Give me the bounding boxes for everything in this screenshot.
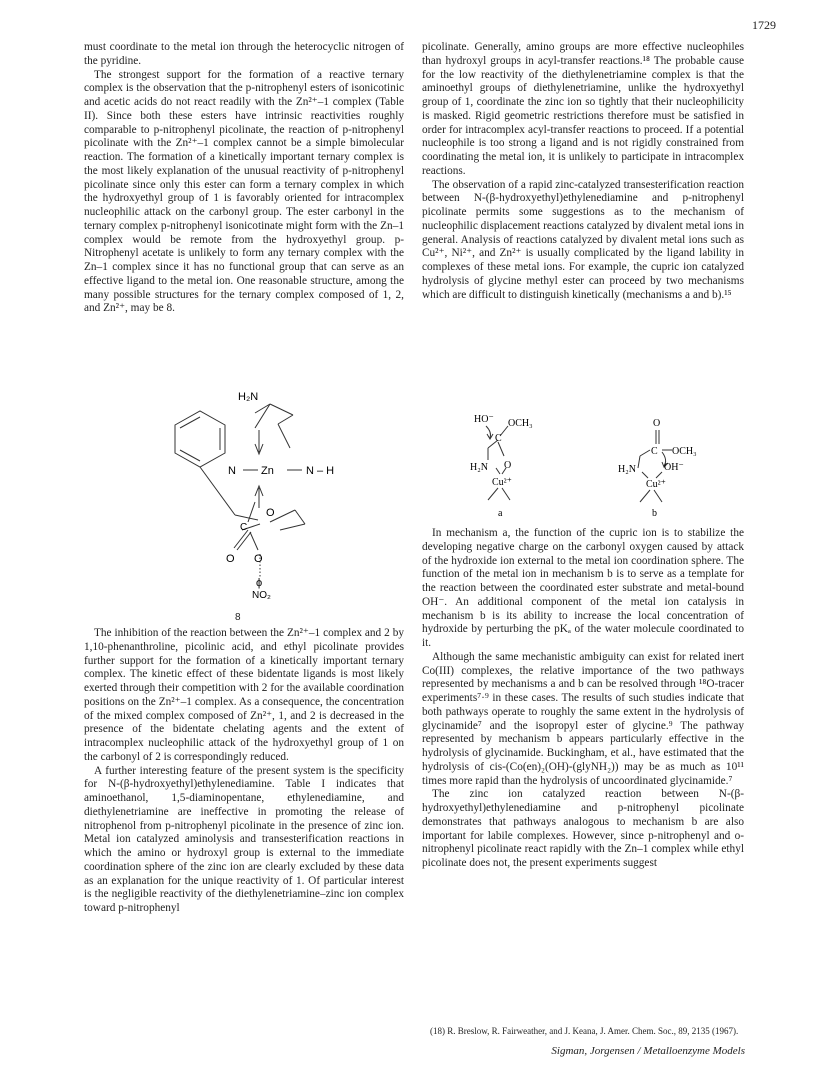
ring-o-label: O bbox=[266, 507, 275, 519]
structure-8-label: 8 bbox=[235, 612, 241, 623]
right-column-top bbox=[422, 41, 744, 302]
carbonyl-c-label: C bbox=[240, 522, 248, 533]
mechanism-b-diagram bbox=[608, 412, 738, 518]
h2n-label: H₂N bbox=[618, 464, 636, 475]
paragraph: In mechanism a, the function of the cupric ion is to stabilize the developing negative charge on the carbonyl oxygen caused by attack of the hydroxide ion external to the metal ion coordination sphere. The function of the metal ion in mechanism b is to serve as a template for the reaction between the coordinated ester substrate and metal-bound OH⁻. An additional component of the metal ion catalysis in mechanism b is its ability to increase the local concentration of hydroxide by perturbing the pKₐ of the water molecule coordinated to it. bbox=[422, 527, 744, 649]
h2n-label: H₂N bbox=[470, 462, 488, 473]
paragraph: Although the same mechanistic ambiguity can exist for related inert Co(III) complexes, the relative importance of the two pathways represented by mechanisms a and b can be resolved through ¹⁸O-tracer experiments⁷·⁹ in these cases. The results of such studies indicate that both pathways operate to roughly the same extent in the hydrolysis of glycinamide⁷ and the isopropyl ester of glycine.⁹ The pathway represented by mechanism b appears particularly effective in the hydrolysis of glycinamide. Buckingham, et al., have estimated that the hydrolysis of cis-(Co(en)₂(OH)-(glyNH₂)) may be as much as 10¹¹ times more rapid than the hydrolysis of uncoordinated glycinamide.⁷ bbox=[422, 650, 744, 787]
h2n-label: H₂N bbox=[238, 391, 259, 403]
zn-label: Zn bbox=[261, 465, 274, 477]
ester-o-label: O bbox=[254, 553, 263, 565]
pyridine-n-label: N bbox=[228, 465, 236, 477]
oxygen-label: O bbox=[504, 460, 512, 471]
och3-label: OCH₃ bbox=[508, 418, 533, 429]
carbon-label: C bbox=[651, 446, 658, 457]
paragraph: picolinate. Generally, amino groups are more effective nucleophiles than hydroxyl groups in acyl-transfer reactions.¹⁸ The probable cause for the low reactivity of the diethylenetriamine complex is that the aminoethyl groups of diethylenetriamine, unlike the hydroxyethyl group of 1, coordinate the zinc ion so tightly that their nucleophilicity is masked. Rigid geometric restrictions therefore must be satisfied in order for intracomplex acyl-transfer reactions to proceed. If a potential nucleophile is too strong a ligand and is not rigidly constrained from coordinating the metal ion, it is unlikely to participate in intracomplex reactions. bbox=[422, 41, 744, 177]
carbonyl-o-label: O bbox=[226, 553, 235, 565]
hydroxide-label: HO⁻ bbox=[474, 414, 494, 425]
no2-label: NO₂ bbox=[252, 590, 271, 600]
carbon-label: C bbox=[495, 433, 502, 444]
paragraph: The observation of a rapid zinc-catalyzed transesterification reaction between N-(β-hydroxyethyl)ethylenediamine and p-nitrophenyl picolinate permits some suggestions as to the mechanism of nucleophilic displacement reactions catalyzed by divalent metal ions in general. Analysis of reactions catalyzed by divalent metal ions such as Cu²⁺, Ni²⁺, and Zn²⁺ is usually complicated by the ligand lability in complexes of these metal ions. For example, the cupric ion catalyzed hydrolysis of glycine methyl ester can proceed by two mechanisms which are difficult to distinguish kinetically (mechanisms a and b).¹⁵ bbox=[422, 178, 744, 301]
footnote: (18) R. Breslow, R. Fairweather, and J. Keana, J. Amer. Chem. Soc., 89, 2135 (1967). bbox=[430, 1026, 739, 1036]
paragraph: The strongest support for the formation of a reactive ternary complex is the observation that the p-nitrophenyl esters of isonicotinic and acetic acids do not react readily with the Zn²⁺–1 complex (Table II). Since both these esters have intrinsic reactivities roughly comparable to p-nitrophenyl picolinate, the reaction of p-nitrophenyl picolinate with the Zn²⁺–1 complex cannot be a simple bimolecular reaction. The formation of a kinetically important ternary complex is the most likely explanation of the unusual reactivity of p-nitrophenyl picolinate since only this ester can form a ternary complex in which the hydroxyethyl group of 1 is favorably oriented for intracomplex nucleophilic attack on the carbonyl group. The ester carbonyl in the ternary complex p-nitrophenyl isonicotinate might form with the Zn–1 complex would be remote from the hydroxyethyl group. p-Nitrophenyl acetate is unlikely to form any ternary complex with the Zn–1 complex since it has no functional group that can serve as an effective ligand to the metal ion. One reasonable structure, among the many possible structures for the ternary complex composed of 1, 2, and Zn²⁺, may be 8. bbox=[84, 68, 404, 315]
left-column-top bbox=[84, 41, 404, 316]
cu-label: Cu²⁺ bbox=[492, 477, 512, 488]
hydroxide-label: OH⁻ bbox=[664, 462, 684, 473]
phi-label: ϕ bbox=[256, 577, 263, 589]
mechanism-a-label: a bbox=[498, 508, 503, 518]
paragraph: A further interesting feature of the present system is the specificity for N-(β-hydroxyethyl)ethylenediamine. Table I indicates that aminoethanol, 1,5-diaminopentane, ethylenediamine, and diethylenetriamine are ineffective in promoting the release of nitrophenol from p-nitrophenyl picolinate in the presence of zinc ion. Metal ion catalyzed aminolysis and transesterification reactions in which the amino or hydroxyl group is external to the immediate coordination sphere of the zinc ion are clearly excluded by these data as an explanation for the unique reactivity of 1. Of particular interest is the negligible reactivity of the diethylenetriamine–zinc ion complex toward p-nitrophenyl bbox=[84, 764, 404, 914]
structure-8-diagram bbox=[130, 340, 380, 600]
carbonyl-o-label: O bbox=[653, 418, 661, 429]
mechanism-b-label: b bbox=[652, 508, 657, 518]
left-column-bottom bbox=[84, 627, 404, 916]
paragraph: The zinc ion catalyzed reaction between N-(β-hydroxyethyl)ethylenediamine and p-nitrophenyl picolinate demonstrates that pathways analogous to mechanism b are also important for labile complexes. However, since p-nitrophenyl and o-nitrophenyl picolinate react rapidly with the Zn–1 complex while ethyl picolinate does not, the present experiments suggest bbox=[422, 788, 744, 869]
running-footer: Sigman, Jorgensen / Metalloenzyme Models bbox=[551, 1045, 745, 1057]
paragraph: must coordinate to the metal ion through the heterocyclic nitrogen of the pyridine. bbox=[84, 41, 404, 67]
mechanism-a-diagram bbox=[462, 412, 562, 518]
paragraph: The inhibition of the reaction between the Zn²⁺–1 complex and 2 by 1,10-phenanthroline, picolinic acid, and ethyl picolinate provides further support for the formation of a kinetically important ternary complex. The kinetic effect of these bidentate ligands is most likely exerted through their competition with 2 for the available coordination positions on the Zn²⁺–1 complex. As a consequence, the concentration of the mixed complex composed of Zn²⁺, 1, and 2 is decreased in the presence of the bidentate chelating agents and the extent of intracomplex nucleophilic attack of the hydroxyethyl group of 1 on the carbonyl of 2 is correspondingly reduced. bbox=[84, 627, 404, 763]
right-column-bottom bbox=[422, 527, 744, 871]
cu-label: Cu²⁺ bbox=[646, 479, 666, 490]
och3-label: OCH₃ bbox=[672, 446, 697, 457]
page-number: 1729 bbox=[752, 18, 776, 32]
nh-label: N – H bbox=[306, 465, 335, 477]
